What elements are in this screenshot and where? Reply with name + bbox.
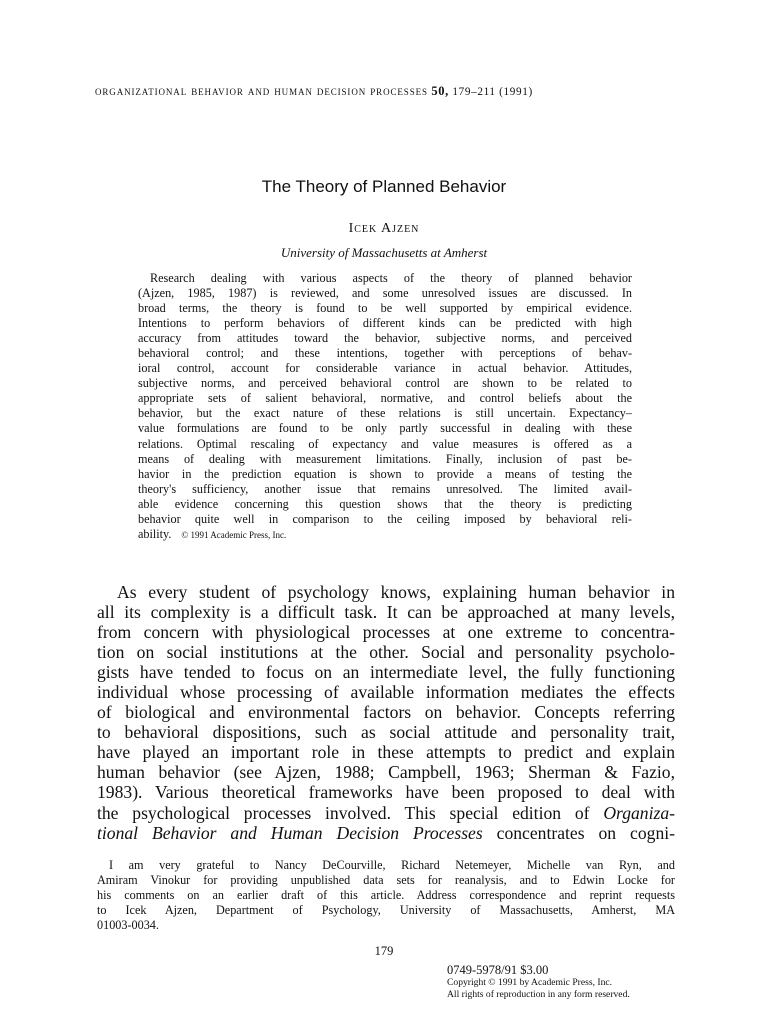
body-paragraph [97,582,675,843]
abstract-line: Intentions to perform behaviors of different kinds can be predicted with high [138,316,632,331]
body-line: 1983). Various theoretical frameworks have been proposed to deal with [97,782,675,803]
body-line: gists have tended to focus on an intermediate level, the fully functioning [97,662,675,683]
footnote-line: Amiram Vinokur for providing unpublished data sets for reanalysis, and to Edwin Locke for [97,873,675,888]
abstract-line: able evidence concerning this question shows that the theory is predicting [138,496,632,511]
abstract-line: behavior, but the exact nature of these relations is still uncertain. Expectancy– [138,406,632,421]
body-line: to behavioral dispositions, such as social attitude and personality trait, [97,722,675,743]
body-line [97,803,675,823]
abstract-line: relations. Optimal rescaling of expectancy and value measures is offered as a [138,436,632,451]
copyright-line: Copyright © 1991 by Academic Press, Inc. [447,977,613,988]
abstract-line: subjective norms, and perceived behavioral control are shown to be related to [138,376,632,391]
abstract-final-word: ability. [138,526,172,541]
body-line: all its complexity is a difficult task. It can be approached at many levels, [97,602,675,623]
body-text-segment: the psychological processes involved. This special edition of [97,802,604,823]
abstract-line: ioral control, account for considerable variance in actual behavior. Attitudes, [138,361,632,376]
body-line: tion on social institutions at the other. Social and personality psycholo- [97,642,675,663]
page-number: 179 [374,944,394,958]
abstract-line: theory's sufficiency, another issue that remains unresolved. The limited avail- [138,481,632,496]
abstract-line: behavior quite well in comparison to the ceiling imposed by behavioral reli- [138,511,632,526]
body-line: from concern with physiological processes at one extreme to concentra- [97,622,675,643]
abstract-copyright-note: © 1991 Academic Press, Inc. [181,529,287,540]
abstract-line: (Ajzen, 1985, 1987) is reviewed, and some unresolved issues are discussed. In [138,286,632,301]
abstract-line: means of dealing with measurement limitations. Finally, inclusion of past be- [138,451,632,466]
abstract-line: behavioral control; and these intentions, together with perceptions of behav- [138,346,632,361]
journal-title-italic: Organiza- [603,802,675,823]
footnote-line: 01003-0034. [97,918,159,933]
page-range: 179–211 (1991) [452,86,533,98]
footnote-line: his comments on an earlier draft of this article. Address correspondence and reprint requests [97,888,675,903]
body-line: human behavior (see Ajzen, 1988; Campbell, 1963; Sherman & Fazio, [97,762,675,783]
issn-price: 0749-5978/91 $3.00 [447,963,549,977]
author-affiliation: University of Massachusetts at Amherst [280,245,488,260]
abstract-line: appropriate sets of salient behavioral, normative, and control beliefs about the [138,391,632,406]
rights-line: All rights of reproduction in any form reserved. [447,989,630,1000]
publication-info [447,963,687,1001]
abstract-line: havior in the prediction equation is shown to provide a means of testing the [138,466,632,481]
body-line: have played an important role in these attempts to predict and explain [97,742,675,763]
body-text-segment: concentrates on cogni- [482,822,675,843]
abstract-line: Research dealing with various aspects of the theory of planned behavior [150,271,632,285]
article-title: The Theory of Planned Behavior [261,177,507,196]
abstract-line: broad terms, the theory is found to be well supported by empirical evidence. [138,301,632,316]
body-line: individual whose processing of available information mediates the effects [97,682,675,703]
journal-title-italic: tional Behavior and Human Decision Processes [97,822,483,843]
journal-name: organizational behavior and human decision processes [95,83,428,98]
running-head [95,83,675,99]
body-line [97,823,675,843]
abstract [138,271,632,542]
abstract-line: value formulations are found to be only partly successful in dealing with these [138,421,632,436]
footnote-line: to Icek Ajzen, Department of Psychology, University of Massachusetts, Amherst, MA [97,903,675,918]
acknowledgment-footnote [97,858,675,933]
author-name: Icek Ajzen [348,221,420,236]
abstract-line: accuracy from attitudes toward the behavior, subjective norms, and perceived [138,331,632,346]
volume-number: 50, [431,84,449,98]
body-line: As every student of psychology knows, explaining human behavior in [117,582,675,602]
footnote-line: I am very grateful to Nancy DeCourville, Richard Netemeyer, Michelle van Ryn, and [109,858,675,872]
abstract-final-line [138,527,632,542]
body-line: of biological and environmental factors on behavior. Concepts referring [97,702,675,723]
